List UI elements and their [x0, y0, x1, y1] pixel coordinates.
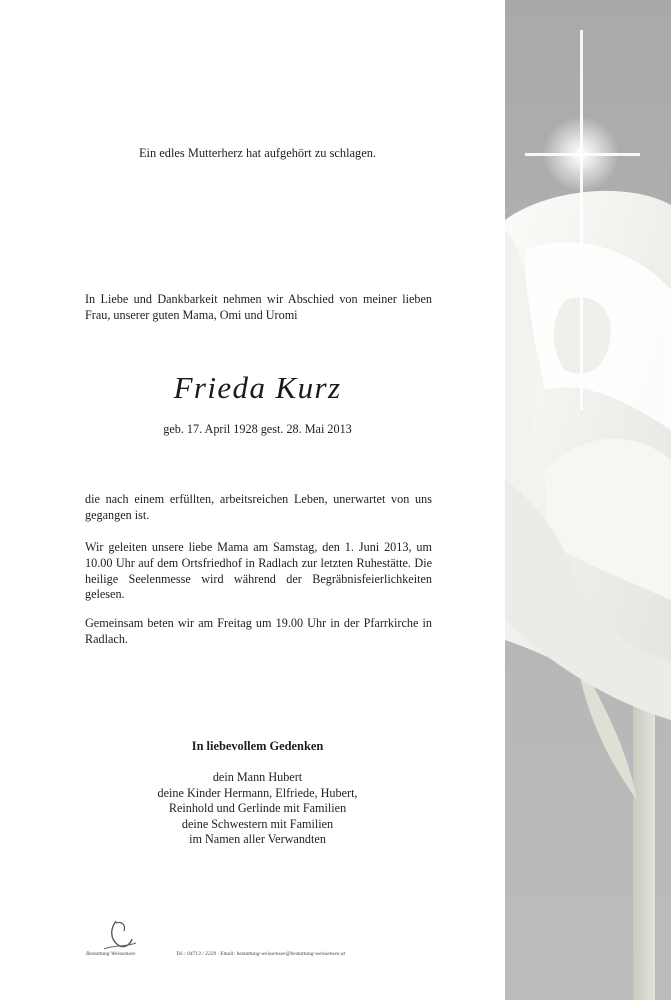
rose-image	[505, 0, 671, 1000]
intro-text: In Liebe und Dankbarkeit nehmen wir Abschied von meiner lieben Frau, unserer guten Mama, Omi und Uromi	[85, 292, 432, 322]
survivor-line: im Namen aller Verwandten	[189, 832, 326, 846]
survivor-line: deine Kinder Hermann, Elfriede, Hubert,	[157, 785, 358, 800]
survivor-line: Reinhold und Gerlinde mit Familien	[168, 801, 347, 815]
survivor-line: dein Mann Hubert	[212, 770, 303, 784]
footer-contact: Tel.: 04713 / 2229 · Email: bestattung-weissensee@bestattung-weissensee.at	[176, 951, 346, 957]
deceased-name: Frieda Kurz	[173, 370, 342, 405]
memory-heading: In liebevollem Gedenken	[191, 739, 324, 753]
survivor-line: deine Schwestern mit Familien	[181, 816, 334, 831]
paragraph-prayer: Gemeinsam beten wir am Freitag um 19.00 Uhr in der Pfarrkirche in Radlach.	[85, 616, 432, 646]
survivors-list	[85, 770, 430, 848]
headline: Ein edles Mutterherz hat aufgehört zu schlagen.	[138, 146, 377, 160]
cross-light-icon	[543, 116, 619, 192]
paragraph-passing: die nach einem erfüllten, arbeitsreichen Leben, unerwartet von uns gegangen ist.	[85, 492, 432, 522]
decorative-rose-panel	[505, 0, 671, 1000]
paragraph-funeral: Wir geleiten unsere liebe Mama am Samstag, den 1. Juni 2013, um 10.00 Uhr auf dem Ortsfriedhof in Radlach zur letzten Ruhestätte. Die heilige Seelenmesse wird während der Begräbnisfeierlichkeiten gelesen.	[85, 540, 432, 602]
logo-text: Bestattung Weissensee	[86, 951, 136, 957]
life-dates: geb. 17. April 1928 gest. 28. Mai 2013	[163, 422, 352, 436]
